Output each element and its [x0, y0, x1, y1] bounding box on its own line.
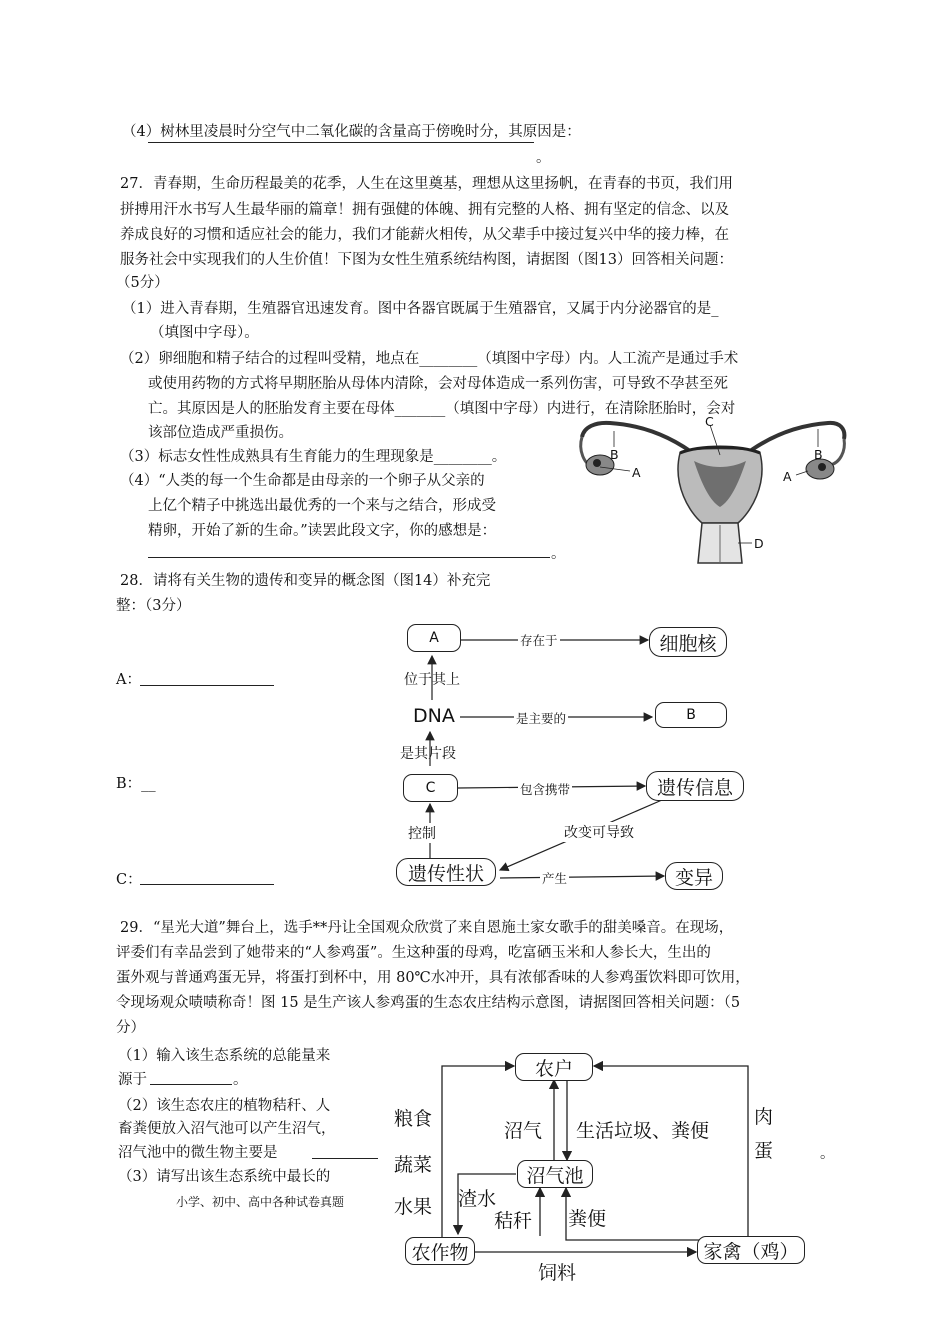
farm-label-grain: 粮食 [394, 1108, 433, 1130]
farm-label-garbage: 生活垃圾、粪便 [576, 1120, 710, 1142]
q27-intro-line: （5分） [116, 275, 169, 291]
q27-intro-line: 27．青春期，生命历程最美的花季，人生在这里奠基，理想从这里扬帆，在青春的书页，我们用 [120, 176, 733, 192]
q29-intro-line: 蛋外观与普通鸡蛋无异，将蛋打到杯中，用 80℃水冲开，具有浓郁香味的人参鸡蛋饮料即可饮用， [116, 970, 750, 986]
farm-label-vegetables: 蔬菜 [394, 1154, 433, 1176]
concept-rel-produce: 产生 [542, 871, 568, 886]
q27-intro-line: 拼搏用汗水书写人生最华丽的篇章！拥有强健的体魄、拥有完整的人格、拥有坚定的信念、以及 [120, 202, 729, 218]
q28-intro-line: 整：（3分） [116, 598, 191, 614]
concept-rel-segment: 是其片段 [400, 746, 456, 762]
q28-blank-a-label: A： [116, 672, 141, 688]
concept-rel-located: 位于其上 [404, 672, 460, 688]
q29-intro-line: 令现场观众啧啧称奇！图 15 是生产该人参鸡蛋的生态农庄结构示意图，请据图回答相关问题：（5 [116, 995, 741, 1011]
fig13-label-b-left: B [610, 447, 619, 462]
farm-dot: 。 [820, 1146, 835, 1162]
concept-rel-control: 控制 [408, 823, 436, 843]
q27-part3-text: （3）标志女性性成熟具有生育能力的生理现象是________。 [120, 449, 507, 465]
q27-part2-text: （2）卵细胞和精子结合的过程叫受精，地点在________（填图中字母）内。人工流产是通过手术 [120, 351, 739, 367]
fig13-label-d: D [754, 536, 764, 551]
farm-node-farmer: 农户 [515, 1053, 593, 1081]
concept-rel-main: 是主要的 [516, 711, 567, 726]
farm-label-feed: 饲料 [538, 1262, 577, 1284]
q27-part2-text: 亡。其原因是人的胚胎发育主要在母体_______（填图中字母）内进行，在清除胚胎时，会对 [148, 401, 736, 417]
q27-part1-text: （1）进入青春期，生殖器官迅速发育。图中各器官既属于生殖器官，又属于内分泌器官的是_ [122, 301, 719, 317]
q26-part4-text: （4）树林里凌晨时分空气中二氧化碳的含量高于傍晚时分，其原因是： [122, 124, 581, 140]
q29-part1-end: 。 [233, 1072, 248, 1088]
q28-intro-line: 28．请将有关生物的遗传和变异的概念图（图14）补充完 [120, 573, 491, 589]
concept-dna: DNA [413, 705, 455, 727]
farm-label-meat: 肉 [754, 1106, 774, 1128]
q27-part4-text: （4）“人类的每一个生命都是由母亲的一个卵子从父亲的 [120, 473, 485, 489]
concept-rel-change: 改变可导致 [562, 822, 636, 842]
farm-node-poultry: 家禽（鸡） [697, 1236, 805, 1264]
q27-part4-text: 精卵，开始了新的生命。”读罢此段文字，你的感想是： [148, 523, 497, 539]
q28-blank-c-label: C： [116, 872, 142, 888]
q29-intro-line: 分） [116, 1020, 145, 1036]
q27-part1-text: （填图中字母）。 [150, 325, 259, 341]
farm-label-egg: 蛋 [754, 1140, 774, 1162]
q27-part2-text: 或使用药物的方式将早期胚胎从母体内清除，会对母体造成一系列伤害，可导致不孕甚至死 [148, 376, 728, 392]
q27-part2-text: 该部位造成严重损伤。 [148, 425, 293, 441]
farm-label-fruit: 水果 [394, 1196, 433, 1218]
farm-label-dung: 粪便 [568, 1208, 607, 1230]
concept-box-info: 遗传信息 [646, 771, 744, 801]
q29-part2-text: 沼气池中的微生物主要是 [118, 1145, 278, 1161]
concept-box-trait: 遗传性状 [396, 858, 496, 886]
concept-rel-exist: 存在于 [520, 633, 558, 648]
q29-part2-text: 畜粪便放入沼气池可以产生沼气， [118, 1121, 336, 1137]
concept-box-b: B [655, 702, 727, 728]
q29-part1-text: 源于 [118, 1072, 147, 1088]
q28-blank-b-label: B：__ [116, 776, 156, 792]
farm-label-straw: 秸秆 [494, 1210, 533, 1232]
q27-answer-end: 。 [551, 546, 566, 562]
farm-label-biogas: 沼气 [504, 1120, 543, 1142]
fig13-label-b-right: B [814, 447, 823, 462]
farm-label-residue: 渣水 [458, 1188, 497, 1210]
concept-box-nucleus: 细胞核 [649, 627, 727, 657]
concept-box-a: A [407, 624, 461, 652]
watermark-text: 小学、初中、高中各种试卷真题 [176, 1195, 345, 1209]
q29-part1-text: （1）输入该生态系统的总能量来 [118, 1048, 331, 1064]
q27-part4-text: 上亿个精子中挑选出最优秀的一个来与之结合，形成受 [148, 498, 496, 514]
q29-part3-text: （3）请写出该生态系统中最长的 [118, 1169, 331, 1185]
q29-intro-line: 29．“星光大道”舞台上，选手**丹让全国观众欣赏了来自恩施土家女歌手的甜美嗓音。在现场， [120, 920, 734, 936]
q29-part2-text: （2）该生态农庄的植物秸秆、人 [118, 1098, 331, 1114]
concept-box-variation: 变异 [665, 862, 723, 890]
q29-intro-line: 评委们有幸品尝到了她带来的“人参鸡蛋”。生这种蛋的母鸡，吃富硒玉米和人参长大，生出的 [116, 945, 711, 961]
fig13-label-a-right: A [783, 469, 792, 484]
fig13-label-a-left: A [632, 465, 641, 480]
q27-intro-line: 服务社会中实现我们的人生价值！下图为女性生殖系统结构图，请据图（图13）回答相关问题： [120, 252, 733, 268]
q26-answer-end: 。 [536, 150, 551, 166]
q27-intro-line: 养成良好的习惯和适应社会的能力，我们才能薪火相传，从父辈手中接过复兴中华的接力棒，在 [120, 227, 729, 243]
farm-node-crops: 农作物 [405, 1237, 475, 1265]
fig13-label-c: C [705, 414, 714, 429]
concept-rel-contain: 包含携带 [520, 782, 571, 797]
concept-box-c: C [403, 774, 458, 802]
farm-node-biogas-pool: 沼气池 [517, 1160, 593, 1188]
